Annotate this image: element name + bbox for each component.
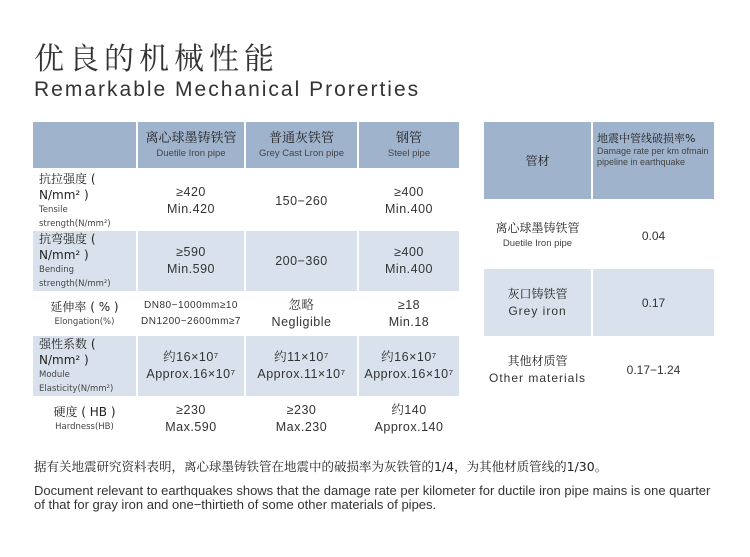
note-chinese: 据有关地震研究资料表明，离心球墨铸铁管在地震中的破损率为灰铁管的1/4，为其他材质管线的1/30。 xyxy=(34,459,608,474)
property-label: 抗拉强度 ( N/mm² ) Tensile strength(N/mm²) xyxy=(33,171,138,231)
property-label: 延伸率 ( % ) Elongation(%) xyxy=(33,291,138,336)
property-label: 硬度 ( HB ) Hardness(HB) xyxy=(33,396,138,441)
page-subtitle: Remarkable Mechanical Prorerties xyxy=(34,78,421,101)
value-cell: ≥400 Min.400 xyxy=(359,171,461,231)
property-label: 强性系数 ( N/mm² ) Module Elasticity(N/mm²) xyxy=(33,336,138,396)
value-cell: ≥420 Min.420 xyxy=(138,171,246,231)
material-label: 灰口铸铁管 Grey iron xyxy=(484,269,593,336)
table-row xyxy=(33,231,461,291)
table-row xyxy=(33,291,461,336)
header-steel: 钢管 Steel pipe xyxy=(359,122,461,171)
damage-rate-value: 0.04 xyxy=(593,202,716,269)
value-cell: ≥230 Max.230 xyxy=(246,396,359,441)
table-row xyxy=(484,269,716,336)
material-label: 其他材质管 Other materials xyxy=(484,336,593,403)
property-label: 抗弯强度 ( N/mm² ) Bending strength(N/mm²) xyxy=(33,231,138,291)
header-blank xyxy=(33,122,138,171)
material-label: 离心球墨铸铁管 Duetile Iron pipe xyxy=(484,202,593,269)
value-cell: DN80−1000mm≥10 DN1200−2600mm≥7 xyxy=(138,291,246,336)
header-material: 管材 xyxy=(484,122,593,202)
header-grey-cast-iron: 普通灰铁管 Grey Cast Lron pipe xyxy=(246,122,359,171)
note-english: Document relevant to earthquakes shows that the damage rate per kilometer for ductile iron pipe mains is one quarter of that for gray iron and one−thirtieth of some other materials of pipes. xyxy=(34,483,711,512)
table-row xyxy=(484,336,716,403)
value-cell: ≥230 Max.590 xyxy=(138,396,246,441)
value-cell: ≥400 Min.400 xyxy=(359,231,461,291)
value-cell: 约16×10⁷ Approx.16×10⁷ xyxy=(138,336,246,396)
header-damage-rate: 地震中管线破损率% Damage rate per km ofmain pipeline in earthquake xyxy=(593,122,716,202)
table-row xyxy=(33,171,461,231)
value-cell: 忽略 Negligible xyxy=(246,291,359,336)
page-title: 优良的机械性能 xyxy=(34,42,279,77)
value-cell: ≥18 Min.18 xyxy=(359,291,461,336)
value-cell: ≥590 Min.590 xyxy=(138,231,246,291)
earthquake-damage-table xyxy=(484,122,716,403)
value-cell: 150−260 xyxy=(246,171,359,231)
value-cell: 约140 Approx.140 xyxy=(359,396,461,441)
damage-rate-value: 0.17−1.24 xyxy=(593,336,716,403)
damage-rate-value: 0.17 xyxy=(593,269,716,336)
value-cell: 约16×10⁷ Approx.16×10⁷ xyxy=(359,336,461,396)
header-ductile-iron: 离心球墨铸铁管 Duetile Iron pipe xyxy=(138,122,246,171)
value-cell: 约11×10⁷ Approx.11×10⁷ xyxy=(246,336,359,396)
mechanical-properties-table xyxy=(33,122,461,441)
table-row xyxy=(484,202,716,269)
table-row xyxy=(33,336,461,396)
value-cell: 200−360 xyxy=(246,231,359,291)
table-row xyxy=(33,396,461,441)
